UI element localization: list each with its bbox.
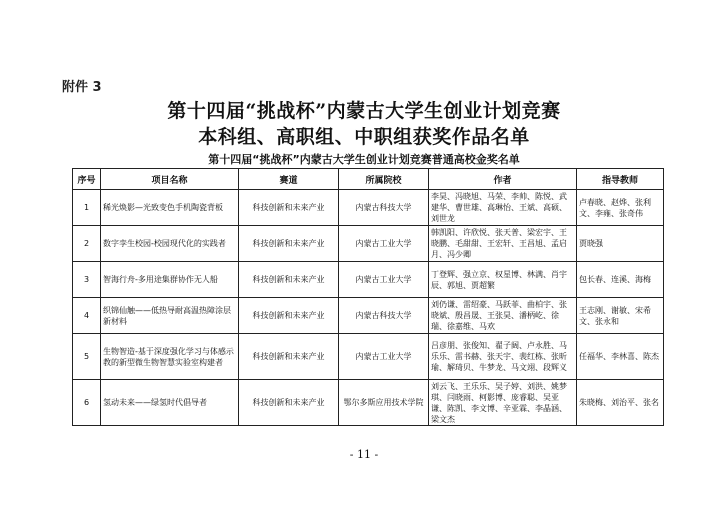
- cell-project: 氢动未来——绿氢时代倡导者: [101, 380, 239, 426]
- cell-authors: 刘云飞、王乐乐、吴子婷、刘洪、姚梦琪、闫晓雨、柯影博、庞睿聪、吴亚谦、陈凯、李文博、辛亚霖、李晶涵、梁文杰: [429, 380, 577, 426]
- cell-project: 织锦仙触——低热导耐高温热障涂层新材料: [101, 298, 239, 334]
- cell-project: 生物智造-基于深度强化学习与体感示教的新型微生物智慧实验室构建者: [101, 334, 239, 380]
- cell-authors: 李昊、冯晓旭、马荣、李帅、陈悦、武建华、曹世雄、高琳怡、王斌、高硕、刘世龙: [429, 190, 577, 226]
- cell-project: 数字孪生校园-校园现代化的实践者: [101, 226, 239, 262]
- document-title-line1: 第十四届“挑战杯”内蒙古大学生创业计划竞赛: [167, 100, 561, 122]
- cell-no: 4: [73, 298, 101, 334]
- cell-school: 内蒙古工业大学: [339, 226, 429, 262]
- cell-advisor: 王志刚、谢敏、宋希文、张永和: [577, 298, 664, 334]
- cell-school: 鄂尔多斯应用技术学院: [339, 380, 429, 426]
- table-header: [73, 169, 664, 190]
- table-row: [73, 298, 664, 334]
- header-project: 项目名称: [101, 169, 239, 190]
- cell-authors: 吕彦朋、张俊知、翟子阔、卢永胜、马乐乐、雷书赫、张天宇、裴红栋、张昕瑜、解琦贝、牛梦龙、马文翊、段辉义: [429, 334, 577, 380]
- header-advisor: 指导教师: [577, 169, 664, 190]
- cell-authors: 刘仍谦、雷绍豪、马跃菲、曲柏宇、张晓斌、殷昌晟、王张昊、潘柄屹、徐瑞、徐嘉维、马欢: [429, 298, 577, 334]
- cell-advisor: 卢春晓、赵烨、张利文、李雍、张奇伟: [577, 190, 664, 226]
- cell-school: 内蒙古科技大学: [339, 190, 429, 226]
- cell-track: 科技创新和未来产业: [239, 380, 339, 426]
- cell-track: 科技创新和未来产业: [239, 226, 339, 262]
- cell-no: 2: [73, 226, 101, 262]
- cell-track: 科技创新和未来产业: [239, 298, 339, 334]
- table-body: [73, 190, 664, 426]
- header-no: 序号: [73, 169, 101, 190]
- cell-no: 3: [73, 262, 101, 298]
- cell-advisor: 任福华、李林喜、陈杰: [577, 334, 664, 380]
- cell-project: 智海行舟-多用途集群协作无人船: [101, 262, 239, 298]
- cell-school: 内蒙古工业大学: [339, 334, 429, 380]
- cell-advisor: 包长春、连溪、海梅: [577, 262, 664, 298]
- table-title: 第十四届“挑战杯”内蒙古大学生创业计划竞赛普通高校金奖名单: [208, 153, 520, 166]
- cell-school: 内蒙古科技大学: [339, 298, 429, 334]
- cell-no: 5: [73, 334, 101, 380]
- cell-authors: 韩凯阳、许欣悦、张天普、梁宏宇、王晓鹏、毛甜甜、王宏轩、王昌旭、孟启月、冯少卿: [429, 226, 577, 262]
- cell-track: 科技创新和未来产业: [239, 334, 339, 380]
- header-row: [73, 169, 664, 190]
- cell-advisor: 朱晓梅、刘治平、张名: [577, 380, 664, 426]
- cell-no: 1: [73, 190, 101, 226]
- table-row: [73, 226, 664, 262]
- header-track: 赛道: [239, 169, 339, 190]
- cell-track: 科技创新和未来产业: [239, 262, 339, 298]
- awards-table: [72, 168, 664, 426]
- cell-project: 稀光焕影—光致变色手机陶瓷背板: [101, 190, 239, 226]
- cell-no: 6: [73, 380, 101, 426]
- header-authors: 作者: [429, 169, 577, 190]
- cell-school: 内蒙古工业大学: [339, 262, 429, 298]
- cell-track: 科技创新和未来产业: [239, 190, 339, 226]
- table-row: [73, 190, 664, 226]
- cell-authors: 丁登辉、强立京、权星博、林满、肖宇辰、郭旭、贾超繁: [429, 262, 577, 298]
- table-row: [73, 380, 664, 426]
- cell-advisor: 贾晓强: [577, 226, 664, 262]
- table-row: [73, 334, 664, 380]
- document-title-line2: 本科组、高职组、中职组获奖作品名单: [198, 126, 530, 148]
- header-school: 所属院校: [339, 169, 429, 190]
- table-row: [73, 262, 664, 298]
- annex-label: 附件 3: [62, 80, 102, 95]
- page-number: - 11 -: [349, 448, 379, 461]
